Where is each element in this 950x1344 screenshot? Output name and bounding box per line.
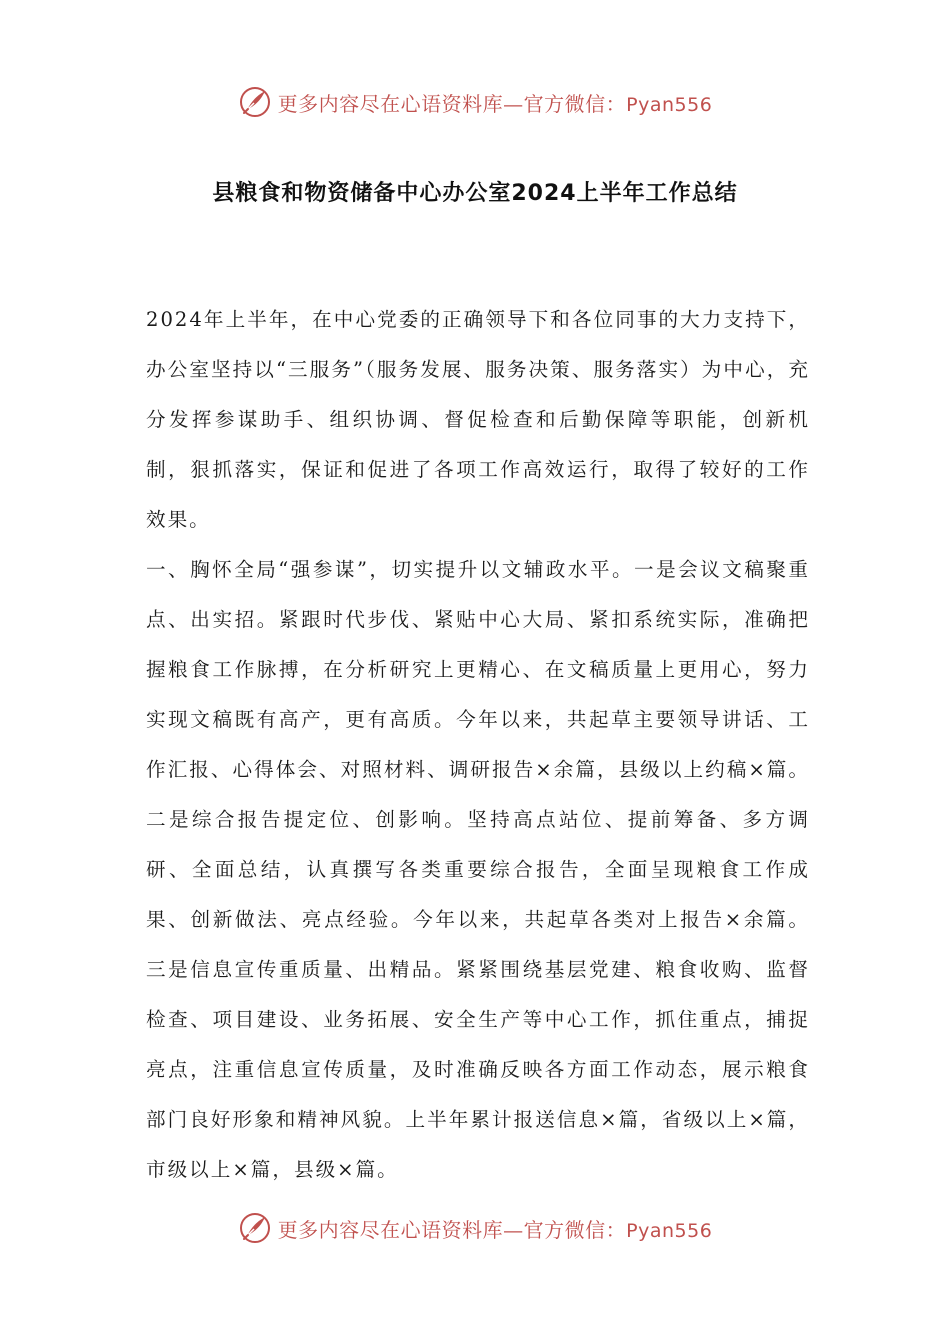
footer-banner-handle: Pyan556 <box>626 1219 713 1242</box>
paragraph-intro: 2024年上半年，在中心党委的正确领导下和各位同事的大力支持下，办公室坚持以“三服务”（服务发展、服务决策、服务落实）为中心，充分发挥参谋助手、组织协调、督促检查和后勤保障等职能，创新机制，狠抓落实，保证和促进了各项工作高效运行，取得了较好的工作效果。 <box>146 308 810 531</box>
header-banner-handle: Pyan556 <box>626 93 713 116</box>
paragraph-section-one: 一、胸怀全局“强参谋”，切实提升以文辅政水平。一是会议文稿聚重点、出实招。紧跟时代步伐、紧贴中心大局、紧扣系统实际，准确把握粮食工作脉搏，在分析研究上更精心、在文稿质量上更用心，努力实现文稿既有高产，更有高质。今年以来，共起草主要领导讲话、工作汇报、心得体会、对照材料、调研报告×余篇，县级以上约稿×篇。二是综合报告提定位、创影响。坚持高点站位、提前筹备、多方调研、全面总结，认真撰写各类重要综合报告，全面呈现粮食工作成果、创新做法、亮点经验。今年以来，共起草各类对上报告×余篇。三是信息宣传重质量、出精品。紧紧围绕基层党建、粮食收购、监督检查、项目建设、业务拓展、安全生产等中心工作，抓住重点，捕捉亮点，注重信息宣传质量，及时准确反映各方面工作动态，展示粮食部门良好形象和精神风貌。上半年累计报送信息×篇，省级以上×篇，市级以上×篇，县级×篇。 <box>146 558 810 1181</box>
header-banner-text: 更多内容尽在心语资料库—官方微信：Pyan556 <box>277 91 713 116</box>
header-banner <box>0 82 950 122</box>
quill-pen-logo-icon <box>238 85 272 119</box>
footer-banner-text: 更多内容尽在心语资料库—官方微信：Pyan556 <box>277 1217 713 1242</box>
document-title: 县粮食和物资储备中心办公室2024上半年工作总结 <box>212 181 738 206</box>
quill-pen-logo-icon <box>238 1211 272 1245</box>
footer-banner <box>0 1208 950 1248</box>
document-body <box>146 295 810 1195</box>
